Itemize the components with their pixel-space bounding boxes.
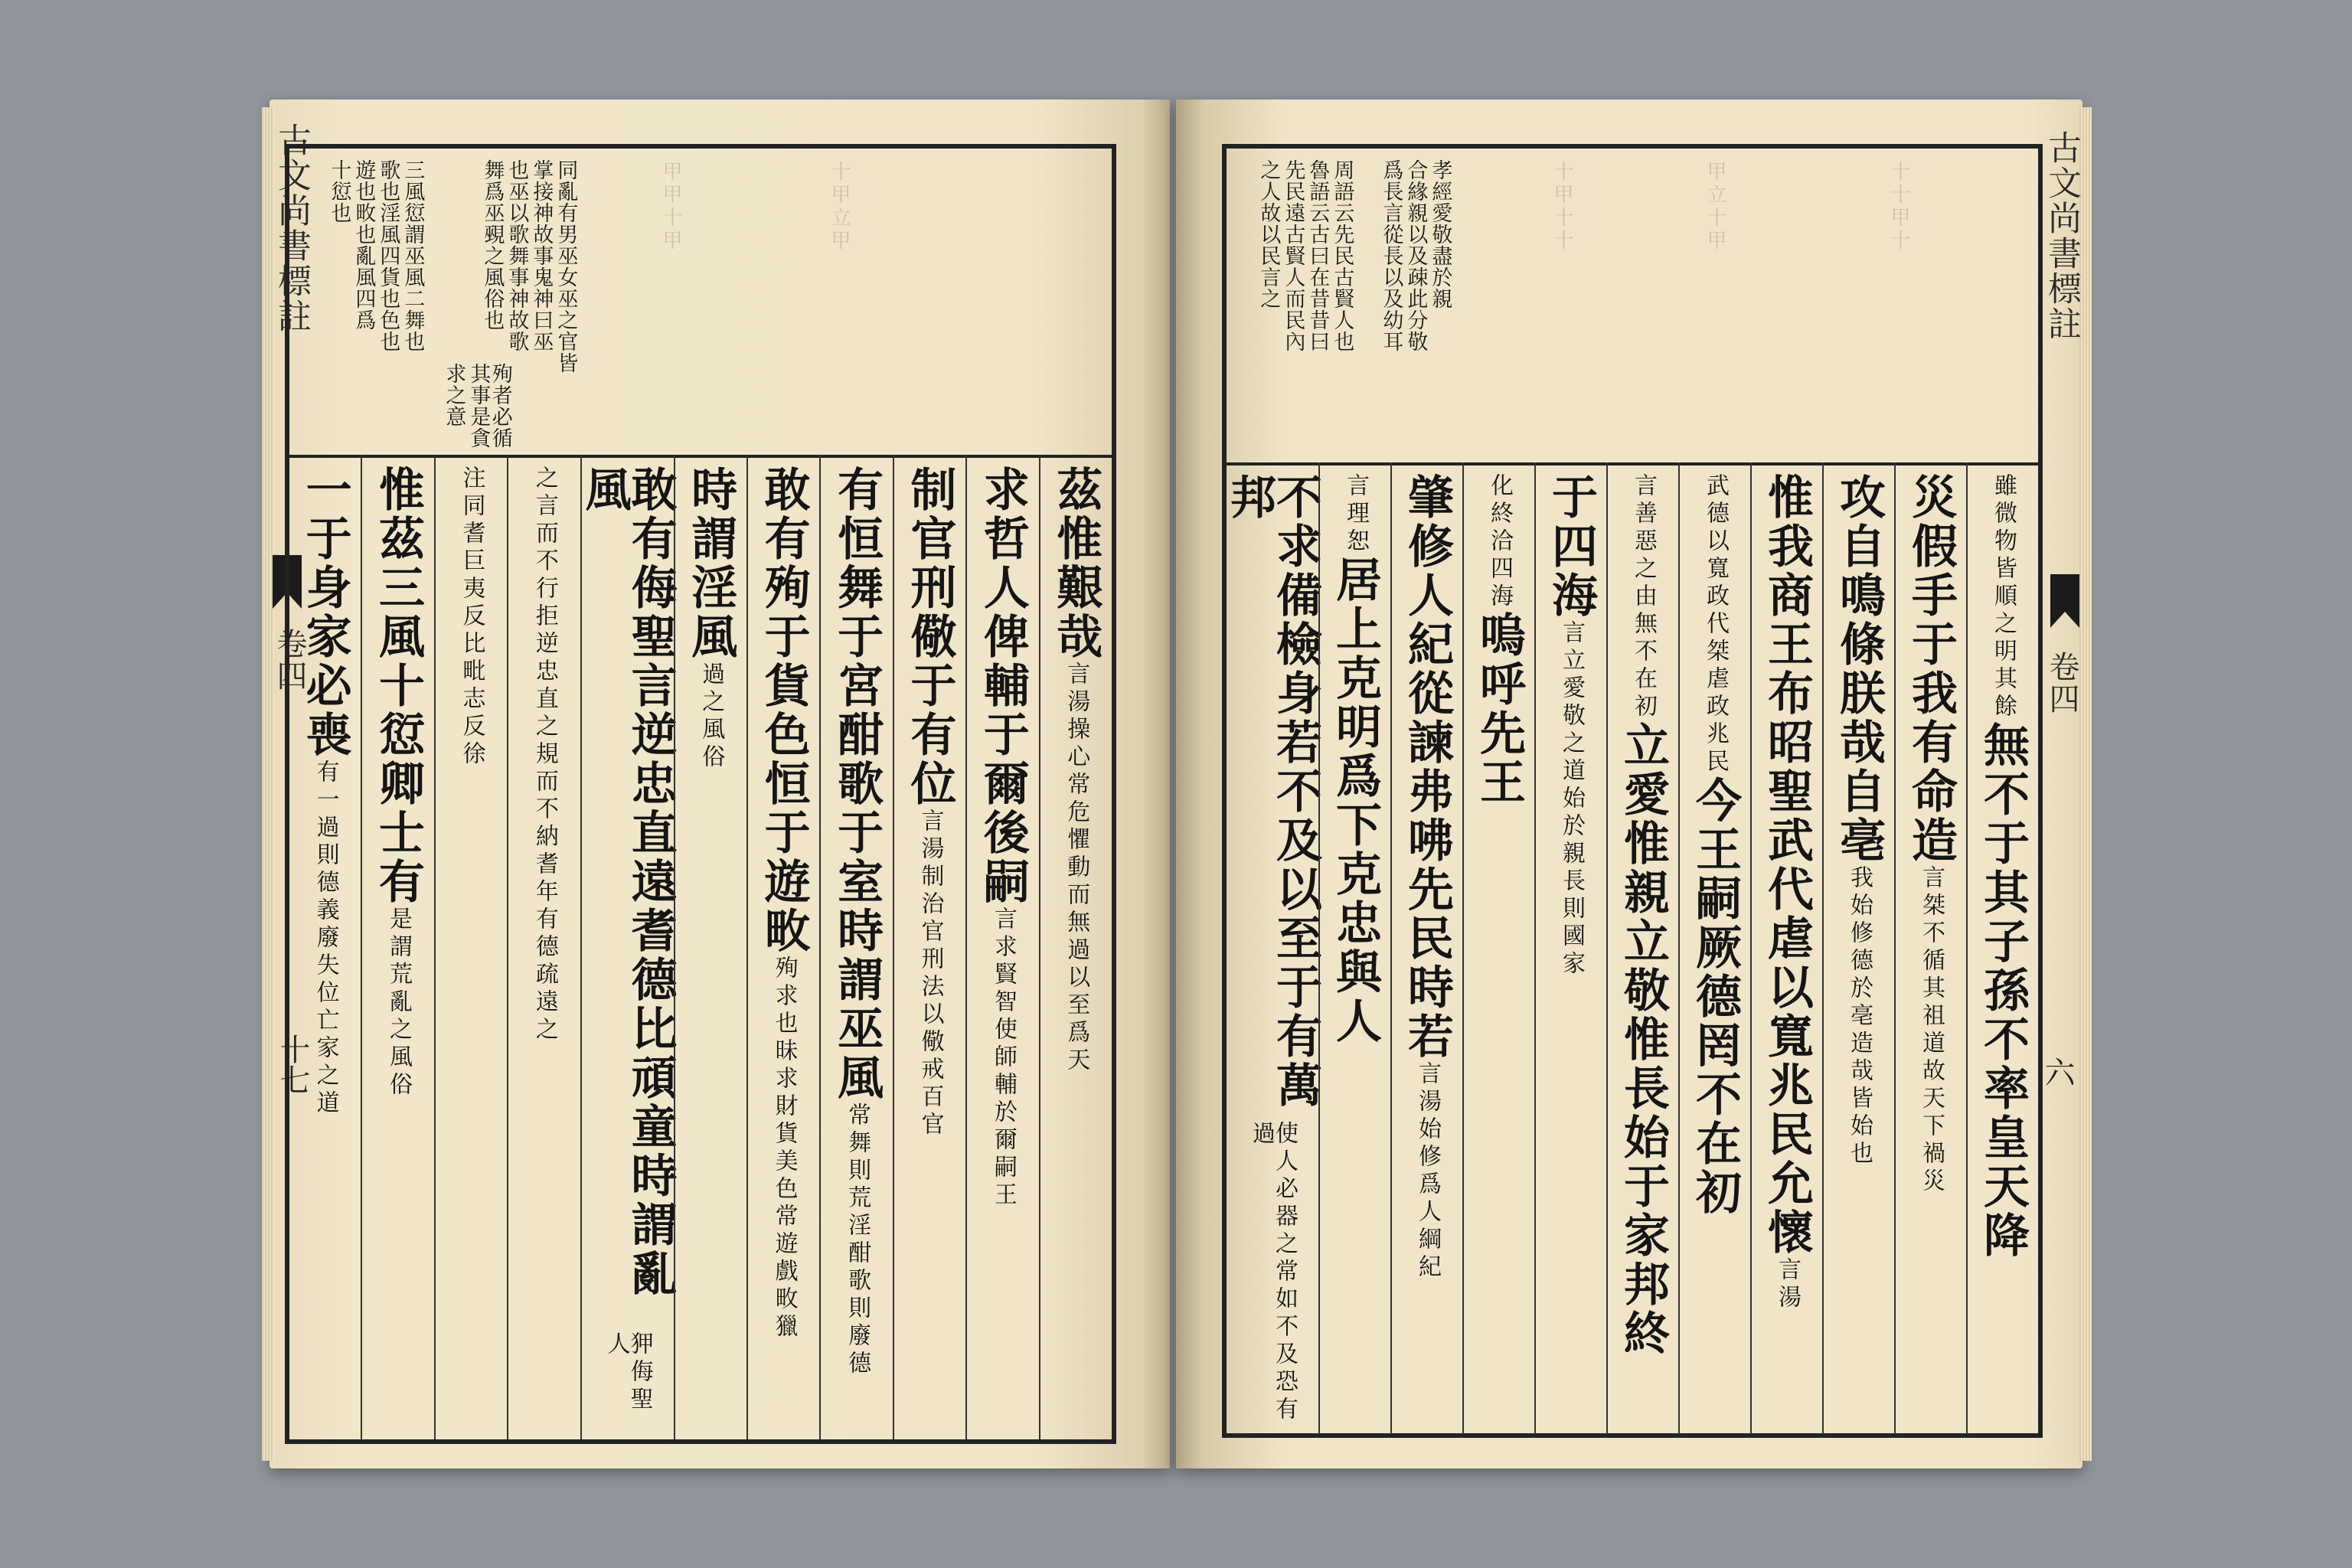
text-column: [577, 455, 678, 1439]
open-book: [270, 100, 2082, 1468]
right-text-frame: [1222, 144, 2043, 1438]
text-column: [746, 455, 819, 1439]
left-volume-label: 卷四: [272, 628, 307, 692]
left-margin-title: 古文尚書標註: [272, 122, 311, 334]
bleed-through-text: 十甲十十: [1550, 161, 1573, 253]
commentary-text: 言湯始修爲人綱紀: [1414, 1061, 1441, 1282]
right-page: [1176, 100, 2082, 1468]
text-column: [1318, 462, 1390, 1433]
commentary-text: 之言而不行拒逆忠直之規而不納耆年有德疏遠之: [531, 466, 558, 1044]
right-margin-title: 古文尚書標註: [2042, 130, 2081, 341]
text-column: [289, 455, 361, 1439]
text-column: [1822, 462, 1894, 1433]
main-text: 不求備檢身若不及以至于有萬邦: [1223, 473, 1322, 1110]
main-text: 災假手于我有命造: [1904, 473, 1958, 865]
text-column: [1390, 462, 1462, 1433]
right-folio-number: 六: [2040, 1057, 2075, 1087]
commentary-text: 是謂荒亂之風俗: [385, 906, 413, 1099]
main-text: 今王嗣厥德罔不在初: [1688, 776, 1742, 1217]
commentary-text: 殉求也昧求財貨美色常遊戲畋獵: [770, 956, 798, 1341]
main-text: 茲惟艱哉: [1049, 466, 1103, 662]
header-note: 之人故以民言之: [1256, 159, 1281, 309]
commentary-text: 言桀不循其祖道故天下禍災: [1918, 865, 1945, 1196]
right-volume-label: 卷四: [2044, 651, 2079, 715]
commentary-text: 言湯制治官刑法以儆戒百官: [916, 808, 944, 1139]
right-text-columns: [1223, 462, 2038, 1433]
header-note: 周語云先民古賢人也: [1330, 159, 1354, 352]
main-text: 求哲人俾輔于爾後嗣: [975, 466, 1030, 906]
fish-tail-mark: [2050, 574, 2079, 628]
header-note: 也巫以歌舞事神故歌: [505, 159, 529, 352]
commentary-text: 雖微物皆順之明其餘: [1990, 473, 2017, 721]
commentary-text: 注同耆巨夷反比毗志反徐: [458, 466, 485, 769]
main-text: 敢有殉于貨色恒于遊畋: [756, 466, 811, 956]
right-header-notes: [1227, 149, 2038, 466]
header-note: 掌接神故事鬼神曰巫: [529, 159, 554, 352]
commentary-text: 我始修德於亳造哉皆始也: [1846, 865, 1873, 1168]
main-text: 敢有侮聖言逆忠直遠耆德比頑童時謂亂風: [577, 466, 678, 1298]
header-note: 同亂有男巫女巫之官皆: [554, 159, 578, 374]
text-column: [1750, 462, 1822, 1433]
header-note: 爲長言從長以及幼耳: [1379, 159, 1403, 352]
header-note: 十愆也: [327, 159, 351, 224]
commentary-text: 常舞則荒淫酣歌則廢德: [844, 1102, 871, 1378]
commentary-text: 言湯操心常危懼動而無過以至爲天: [1063, 662, 1090, 1075]
main-text: 有恒舞于宮酣歌于室時謂巫風: [830, 466, 884, 1102]
text-column: [434, 455, 507, 1439]
text-column: [1462, 462, 1534, 1433]
commentary-text: 使人必器之常如不及恐有過: [1248, 1121, 1298, 1425]
main-text: 于四海: [1544, 473, 1598, 620]
main-text: 惟茲三風十愆卿士有: [371, 466, 426, 906]
main-text: 無不于其子孫不率皇天降: [1976, 721, 2030, 1260]
main-text: 居上克明爲下克忠與人: [1328, 556, 1382, 1046]
main-text: 攻自鳴條朕哉自亳: [1832, 473, 1886, 865]
header-note: 歌也淫風四貨也色也: [376, 159, 400, 352]
header-note: 求之意: [442, 363, 466, 427]
commentary-text: 有一過則德義廢失位亡家之道: [312, 760, 339, 1118]
commentary-text: 過之風俗: [697, 662, 725, 772]
header-note: 孝經愛敬盡於親: [1428, 159, 1452, 309]
header-note: 殉者必循其事是貪: [466, 363, 512, 449]
left-folio-number: 十七: [275, 1034, 310, 1095]
text-column: [893, 455, 965, 1439]
main-text: 立愛惟親立敬惟長始于家邦終: [1616, 721, 1670, 1358]
text-column: [819, 455, 892, 1439]
text-column: [1606, 462, 1678, 1433]
commentary-text: 化終洽四海: [1486, 473, 1513, 611]
left-text-frame: [285, 144, 1116, 1444]
header-note: 先民遠古賢人而民內: [1281, 159, 1305, 352]
text-column: [1966, 462, 2038, 1433]
left-text-columns: [289, 455, 1112, 1439]
commentary-text: 武德以寬政代桀虐政兆民: [1702, 473, 1729, 776]
commentary-text: 言立愛敬之道始於親長則國家: [1558, 620, 1585, 978]
main-text: 制官刑儆于有位: [903, 466, 957, 808]
bleed-through-text: 十十甲十: [1887, 161, 1910, 253]
header-note: 三風愆謂巫風二舞也: [400, 159, 425, 352]
main-text: 肇修人紀從諫弗咈先民時若: [1400, 473, 1454, 1061]
commentary-text: 狎侮聖人: [603, 1331, 653, 1414]
text-column: [507, 455, 580, 1439]
text-column: [1534, 462, 1606, 1433]
left-page: [270, 100, 1170, 1468]
commentary-text: 言求賢智使師輔於爾嗣王: [989, 906, 1017, 1210]
text-column: [674, 455, 746, 1439]
main-text: 惟我商王布昭聖武代虐以寬兆民允懷: [1760, 473, 1814, 1257]
text-column: [965, 455, 1038, 1439]
bleed-through-text: 甲立十甲: [1704, 161, 1726, 253]
text-column: [1894, 462, 1966, 1433]
header-note: 遊也畋也亂風四爲: [351, 159, 376, 331]
header-note: 魯語云古曰在昔昔曰: [1305, 159, 1330, 352]
header-note: 合緣親以及疎此分敬: [1403, 159, 1428, 352]
main-text: 一于身家必喪: [298, 466, 352, 760]
commentary-text: 言善惡之由無不在初: [1630, 473, 1657, 721]
commentary-text: 言湯: [1774, 1257, 1801, 1312]
header-note: 舞爲巫覡之風俗也: [480, 159, 505, 331]
main-text: 時謂淫風: [684, 466, 738, 662]
text-column: [1039, 455, 1112, 1439]
bleed-through-text: 甲甲十甲: [659, 161, 682, 253]
left-header-notes: [289, 149, 1112, 458]
commentary-text: 言理恕: [1342, 473, 1369, 556]
text-column: [1678, 462, 1750, 1433]
bleed-through-text: 十甲立甲: [828, 161, 851, 253]
main-text: 嗚呼先王: [1472, 611, 1526, 807]
text-column: [1223, 462, 1322, 1433]
text-column: [361, 455, 433, 1439]
